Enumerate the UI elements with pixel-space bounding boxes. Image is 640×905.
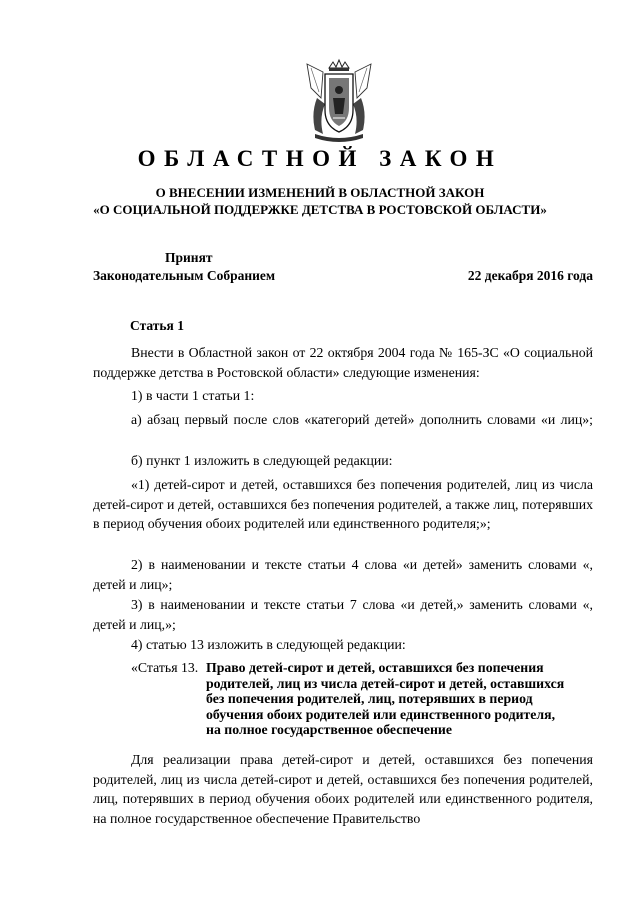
paragraph-item-1a: а) абзац первый после слов «категорий детей» дополнить словами «и лиц»; <box>131 412 593 427</box>
article-13-title-line: Право детей-сирот и детей, оставшихся без попечения <box>206 660 544 675</box>
law-subtitle-line-1: О ВНЕСЕНИИ ИЗМЕНЕНИЙ В ОБЛАСТНОЙ ЗАКОН <box>155 185 485 200</box>
rostov-oblast-coat-of-arms-icon <box>303 58 375 146</box>
paragraph-item-1b: б) пункт 1 изложить в следующей редакции: <box>131 453 393 468</box>
paragraph-item-1: 1) в части 1 статьи 1: <box>131 388 255 403</box>
paragraph-item-3: 3) в наименовании и тексте статьи 7 слова «и детей,» заменить словами «, детей и лиц,»; <box>93 597 593 632</box>
article-13-title <box>206 660 598 738</box>
article-13-title-line: без попечения родителей, лиц, потерявших в период <box>206 691 533 706</box>
adopted-by: Законодательным Собранием <box>93 268 276 283</box>
article-13-title-line: на полное государственное обеспечение <box>206 722 452 737</box>
paragraph-item-4: 4) статью 13 изложить в следующей редакции: <box>131 637 406 652</box>
article-13-title-line: родителей, лиц из числа детей-сирот и детей, оставшихся <box>206 675 565 691</box>
article-13-title-line: обучения обоих родителей или единственного родителя, <box>206 706 556 722</box>
article-heading: Статья 1 <box>130 318 184 333</box>
paragraph-article-13-body: Для реализации права детей-сирот и детей, оставшихся без попечения родителей, лиц из числа детей-сирот и детей, оставшихся без попечения родителей, лиц, потерявших в период обучения обоих родителей или единственного родителя, на полное государственное обеспечение Правительство <box>93 752 593 826</box>
paragraph-intro: Внести в Областной закон от 22 октября 2004 года № 165-ЗС «О социальной поддержке детства в Ростовской области» следующие изменения: <box>93 345 593 380</box>
adoption-date: 22 декабря 2016 года <box>467 268 593 283</box>
adopted-label: Принят <box>165 250 213 265</box>
law-title: ОБЛАСТНОЙ ЗАКОН <box>137 146 503 171</box>
law-subtitle-line-2: «О СОЦИАЛЬНОЙ ПОДДЕРЖКЕ ДЕТСТВА В РОСТОВСКОЙ ОБЛАСТИ» <box>93 202 547 217</box>
article-13-label: «Статья 13. <box>131 660 199 675</box>
paragraph-quoted-point-1: «1) детей-сирот и детей, оставшихся без попечения родителей, лиц из числа детей-сирот и детей, оставшихся без попечения родителей, а также лиц, потерявших в период обучения обоих родителей или единственного родителя;»; <box>93 477 593 531</box>
paragraph-item-2: 2) в наименовании и тексте статьи 4 слова «и детей» заменить словами «, детей и лиц»; <box>93 557 593 592</box>
